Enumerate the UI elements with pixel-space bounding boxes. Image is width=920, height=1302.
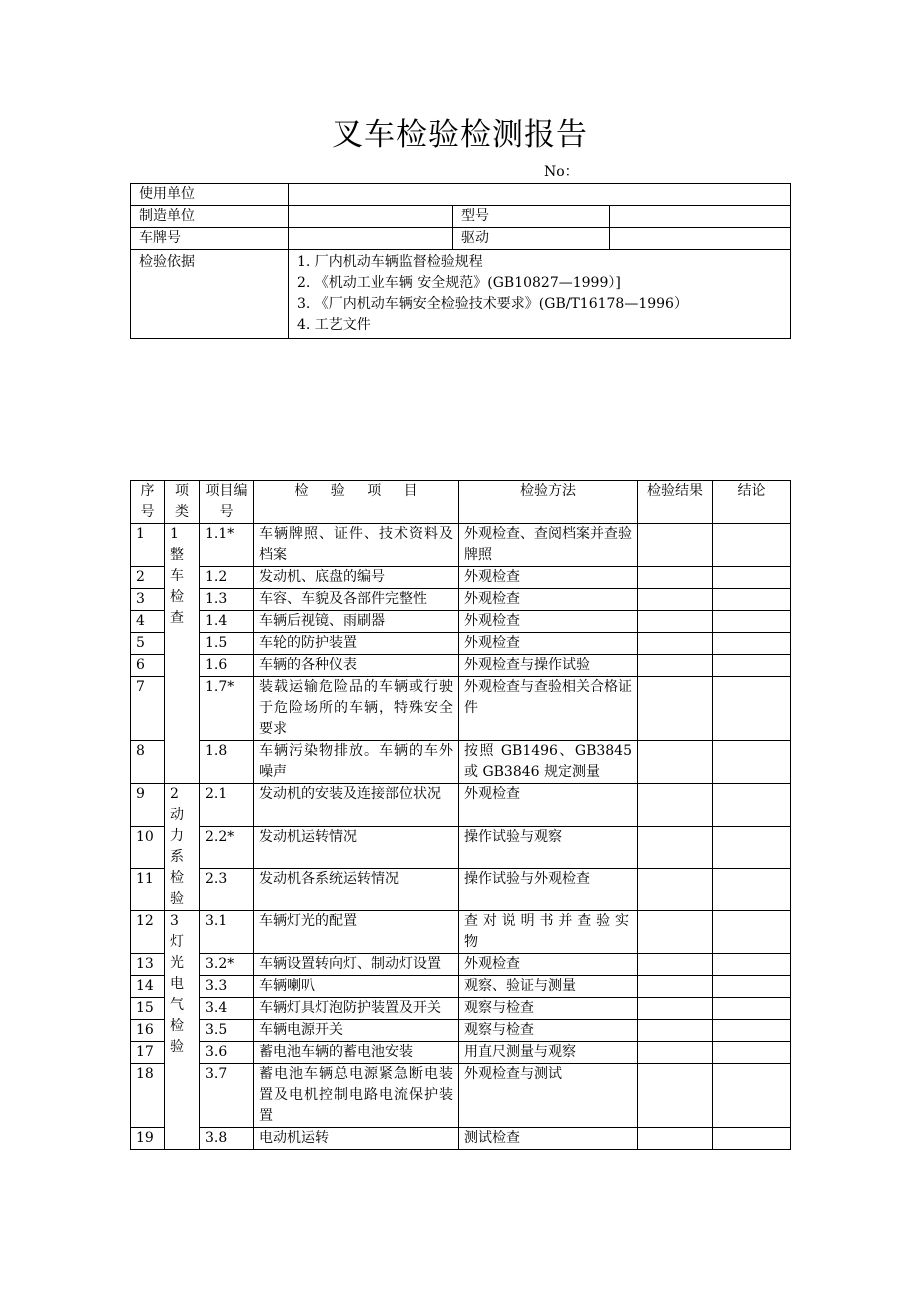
row-conclusion[interactable] xyxy=(713,524,791,567)
row-item: 车辆灯具灯泡防护装置及开关 xyxy=(254,998,459,1020)
header-item: 检 验 项 目 xyxy=(254,481,459,524)
row-code: 1.4 xyxy=(200,611,254,633)
header-conclusion: 结论 xyxy=(713,481,791,524)
row-result[interactable] xyxy=(638,1064,713,1128)
basis-label: 检验依据 xyxy=(131,250,289,339)
row-seq: 10 xyxy=(131,827,165,869)
row-seq: 6 xyxy=(131,655,165,677)
row-result[interactable] xyxy=(638,869,713,911)
row-item: 装载运输危险品的车辆或行驶于危险场所的车辆，特殊安全要求 xyxy=(254,677,459,741)
row-code: 3.8 xyxy=(200,1128,254,1150)
row-code: 3.7 xyxy=(200,1064,254,1128)
row-code: 1.8 xyxy=(200,741,254,784)
row-item: 发动机的安装及连接部位状况 xyxy=(254,784,459,827)
row-method: 外观检查、查阅档案并查验牌照 xyxy=(459,524,638,567)
row-conclusion[interactable] xyxy=(713,827,791,869)
row-result[interactable] xyxy=(638,998,713,1020)
row-result[interactable] xyxy=(638,911,713,954)
row-code: 2.1 xyxy=(200,784,254,827)
row-result[interactable] xyxy=(638,827,713,869)
category-number: 3 xyxy=(170,913,179,929)
header-seq: 序号 xyxy=(131,481,165,524)
row-method: 观察与检查 xyxy=(459,1020,638,1042)
row-result[interactable] xyxy=(638,567,713,589)
row-result[interactable] xyxy=(638,1042,713,1064)
row-method: 查对说明书并查验实物 xyxy=(459,911,638,954)
header-method: 检验方法 xyxy=(459,481,638,524)
row-code: 3.1 xyxy=(200,911,254,954)
row-method: 外观检查与查验相关合格证件 xyxy=(459,677,638,741)
row-result[interactable] xyxy=(638,633,713,655)
row-seq: 9 xyxy=(131,784,165,827)
row-conclusion[interactable] xyxy=(713,741,791,784)
info-table xyxy=(130,183,791,339)
row-result[interactable] xyxy=(638,1128,713,1150)
row-seq: 7 xyxy=(131,677,165,741)
row-seq: 4 xyxy=(131,611,165,633)
basis-item: 1. 厂内机动车辆监督检验规程 xyxy=(297,254,483,270)
row-conclusion[interactable] xyxy=(713,976,791,998)
row-seq: 8 xyxy=(131,741,165,784)
row-result[interactable] xyxy=(638,1020,713,1042)
row-conclusion[interactable] xyxy=(713,655,791,677)
row-code: 2.3 xyxy=(200,869,254,911)
row-result[interactable] xyxy=(638,976,713,998)
row-code: 2.2* xyxy=(200,827,254,869)
category-cell xyxy=(165,784,200,911)
row-seq: 12 xyxy=(131,911,165,954)
header-category: 项类 xyxy=(165,481,200,524)
drive-value[interactable] xyxy=(610,228,791,250)
row-conclusion[interactable] xyxy=(713,1042,791,1064)
row-method: 外观检查 xyxy=(459,954,638,976)
row-item: 电动机运转 xyxy=(254,1128,459,1150)
row-item: 车辆设置转向灯、制动灯设置 xyxy=(254,954,459,976)
row-conclusion[interactable] xyxy=(713,633,791,655)
row-item: 蓄电池车辆的蓄电池安装 xyxy=(254,1042,459,1064)
row-method: 外观检查与测试 xyxy=(459,1064,638,1128)
row-seq: 3 xyxy=(131,589,165,611)
row-item: 车容、车貌及各部件完整性 xyxy=(254,589,459,611)
row-conclusion[interactable] xyxy=(713,998,791,1020)
row-seq: 5 xyxy=(131,633,165,655)
row-result[interactable] xyxy=(638,611,713,633)
row-conclusion[interactable] xyxy=(713,677,791,741)
category-cell xyxy=(165,911,200,1150)
row-result[interactable] xyxy=(638,589,713,611)
row-code: 3.4 xyxy=(200,998,254,1020)
row-code: 1.6 xyxy=(200,655,254,677)
row-method: 测试检查 xyxy=(459,1128,638,1150)
row-method: 用直尺测量与观察 xyxy=(459,1042,638,1064)
row-method: 按照 GB1496、GB3845 或 GB3846 规定测量 xyxy=(459,741,638,784)
row-code: 3.3 xyxy=(200,976,254,998)
row-item: 蓄电池车辆总电源紧急断电装置及电机控制电路电流保护装置 xyxy=(254,1064,459,1128)
row-result[interactable] xyxy=(638,954,713,976)
category-name: 动 力 系 检 验 xyxy=(170,807,184,907)
category-number: 1 xyxy=(170,526,179,542)
row-seq: 17 xyxy=(131,1042,165,1064)
row-seq: 18 xyxy=(131,1064,165,1128)
row-result[interactable] xyxy=(638,524,713,567)
row-code: 1.5 xyxy=(200,633,254,655)
row-code: 3.5 xyxy=(200,1020,254,1042)
report-number-label: No： xyxy=(544,164,579,180)
basis-item: 2. 《机动工业车辆 安全规范》(GB10827—1999）] xyxy=(297,275,621,291)
category-number: 2 xyxy=(170,786,179,802)
row-result[interactable] xyxy=(638,677,713,741)
drive-label: 驱动 xyxy=(453,228,610,250)
row-item: 发动机、底盘的编号 xyxy=(254,567,459,589)
maker-label: 制造单位 xyxy=(131,206,289,228)
row-method: 操作试验与观察 xyxy=(459,827,638,869)
row-method: 操作试验与外观检查 xyxy=(459,869,638,911)
basis-list xyxy=(289,250,791,339)
row-result[interactable] xyxy=(638,655,713,677)
row-result[interactable] xyxy=(638,784,713,827)
row-item: 车辆电源开关 xyxy=(254,1020,459,1042)
row-method: 观察与检查 xyxy=(459,998,638,1020)
row-code: 1.2 xyxy=(200,567,254,589)
row-seq: 11 xyxy=(131,869,165,911)
model-label: 型号 xyxy=(453,206,610,228)
row-seq: 1 xyxy=(131,524,165,567)
row-seq: 19 xyxy=(131,1128,165,1150)
row-conclusion[interactable] xyxy=(713,911,791,954)
row-seq: 2 xyxy=(131,567,165,589)
row-seq: 14 xyxy=(131,976,165,998)
row-code: 1.7* xyxy=(200,677,254,741)
row-item: 发动机运转情况 xyxy=(254,827,459,869)
plate-label: 车牌号 xyxy=(131,228,289,250)
row-method: 外观检查 xyxy=(459,567,638,589)
plate-value[interactable] xyxy=(289,228,453,250)
row-result[interactable] xyxy=(638,741,713,784)
basis-item: 3. 《厂内机动车辆安全检验技术要求》(GB/T16178—1996） xyxy=(297,296,688,312)
row-conclusion[interactable] xyxy=(713,567,791,589)
row-seq: 16 xyxy=(131,1020,165,1042)
row-code: 3.6 xyxy=(200,1042,254,1064)
row-item: 发动机各系统运转情况 xyxy=(254,869,459,911)
category-name: 整 车 检 查 xyxy=(170,547,184,626)
maker-value[interactable] xyxy=(289,206,453,228)
row-conclusion[interactable] xyxy=(713,1064,791,1128)
row-code: 1.3 xyxy=(200,589,254,611)
page-title: 叉车检验检测报告 xyxy=(332,117,588,153)
row-conclusion[interactable] xyxy=(713,869,791,911)
user-unit-label: 使用单位 xyxy=(131,184,289,206)
header-item-no: 项目编号 xyxy=(200,481,254,524)
row-method: 外观检查 xyxy=(459,611,638,633)
row-conclusion[interactable] xyxy=(713,1020,791,1042)
row-method: 观察、验证与测量 xyxy=(459,976,638,998)
row-method: 外观检查 xyxy=(459,633,638,655)
row-item: 车辆后视镜、雨刷器 xyxy=(254,611,459,633)
row-method: 外观检查与操作试验 xyxy=(459,655,638,677)
row-seq: 15 xyxy=(131,998,165,1020)
row-item: 车辆污染物排放。车辆的车外噪声 xyxy=(254,741,459,784)
category-name: 灯 光 电 气 检 验 xyxy=(170,934,184,1055)
row-conclusion[interactable] xyxy=(713,784,791,827)
row-item: 车辆喇叭 xyxy=(254,976,459,998)
row-conclusion[interactable] xyxy=(713,954,791,976)
row-conclusion[interactable] xyxy=(713,589,791,611)
row-code: 3.2* xyxy=(200,954,254,976)
row-method: 外观检查 xyxy=(459,589,638,611)
row-seq: 13 xyxy=(131,954,165,976)
row-item: 车辆的各种仪表 xyxy=(254,655,459,677)
row-item: 车轮的防护装置 xyxy=(254,633,459,655)
category-cell xyxy=(165,524,200,784)
row-conclusion[interactable] xyxy=(713,1128,791,1150)
header-result: 检验结果 xyxy=(638,481,713,524)
basis-item: 4. 工艺文件 xyxy=(297,317,371,333)
inspection-table xyxy=(130,480,791,1150)
row-item: 车辆牌照、证件、技术资料及档案 xyxy=(254,524,459,567)
row-method: 外观检查 xyxy=(459,784,638,827)
row-code: 1.1* xyxy=(200,524,254,567)
user-unit-value[interactable] xyxy=(289,184,791,206)
row-item: 车辆灯光的配置 xyxy=(254,911,459,954)
model-value[interactable] xyxy=(610,206,791,228)
row-conclusion[interactable] xyxy=(713,611,791,633)
